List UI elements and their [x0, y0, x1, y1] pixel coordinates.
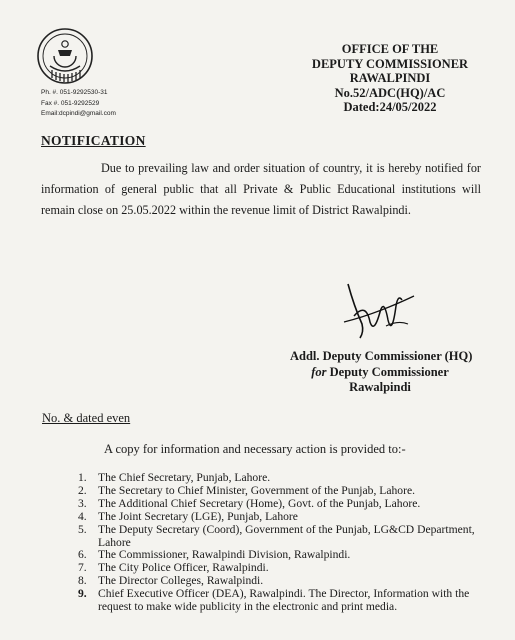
distribution-item-number: 3. [78, 496, 87, 510]
distribution-list [78, 472, 488, 614]
notification-body-text: Due to prevailing law and order situation of country, it is hereby notified for information of general public that all Private & Public Educational institutions will remain close on 25.05.2022 within the revenue limit of District Rawalpindi. [41, 161, 481, 217]
office-line: RAWALPINDI [349, 71, 431, 85]
distribution-item-text: The Joint Secretary (LGE), Punjab, Lahore [98, 509, 298, 523]
distribution-item-number: 2. [78, 483, 87, 497]
notification-body [41, 158, 481, 221]
office-header [300, 42, 480, 115]
distribution-item [78, 472, 488, 485]
signatory-location: Rawalpindi [349, 380, 411, 394]
distribution-item-text: The Director Colleges, Rawalpindi. [98, 574, 264, 588]
distribution-item-number: 7. [78, 561, 87, 575]
distribution-item-text: The City Police Officer, Rawalpindi. [98, 561, 269, 575]
distribution-item-number: 9. [78, 587, 87, 601]
distribution-item-text: The Secretary to Chief Minister, Government of the Punjab, Lahore. [98, 483, 415, 497]
distribution-item-number: 6. [78, 548, 87, 562]
distribution-item-number: 1. [78, 471, 87, 484]
distribution-item [78, 485, 488, 498]
distribution-item-number: 4. [78, 509, 87, 523]
for-word: for [311, 364, 327, 379]
contact-info [41, 88, 116, 120]
distribution-item [78, 588, 488, 614]
notification-title: NOTIFICATION [41, 133, 146, 148]
distribution-item-number: 8. [78, 574, 87, 588]
fax-number: Fax #. 051-9292529 [41, 99, 100, 107]
distribution-item-text: The Commissioner, Rawalpindi Division, Rawalpindi. [98, 548, 351, 562]
distribution-item [78, 498, 488, 511]
phone-number: Ph. #. 051-9292530-31 [41, 89, 108, 96]
distribution-item-text: The Chief Secretary, Punjab, Lahore. [98, 471, 271, 484]
office-line: DEPUTY COMMISSIONER [311, 56, 469, 71]
reference-number: No.52/ADC(HQ)/AC [334, 85, 446, 100]
office-line: OFFICE OF THE [341, 42, 439, 56]
punjab-government-logo [36, 26, 94, 86]
distribution-item [78, 524, 488, 550]
document-date: Dated:24/05/2022 [343, 100, 437, 114]
distribution-item-number: 5. [78, 522, 87, 536]
email-address: Email:dcpindi@gmail.com [41, 110, 116, 117]
distribution-item-text: The Deputy Secretary (Coord), Government of the Punjab, LG&CD Department, Lahore [98, 522, 475, 549]
distribution-item-text: Chief Executive Officer (DEA), Rawalpindi. The Director, Information with the request to make wide publicity in the electronic and print media. [98, 587, 470, 614]
signatory-title: Addl. Deputy Commissioner (HQ) [290, 349, 473, 363]
copy-forwarding-line: A copy for information and necessary action is provided to:- [104, 442, 406, 456]
signature-image [336, 276, 426, 346]
signatory-block [290, 349, 473, 396]
signatory-office: Deputy Commissioner [329, 364, 449, 379]
dated-even-line: No. & dated even [42, 411, 131, 425]
distribution-item [78, 511, 488, 524]
signatory-for-line [290, 365, 470, 381]
distribution-item-text: The Additional Chief Secretary (Home), Govt. of the Punjab, Lahore. [98, 496, 421, 510]
